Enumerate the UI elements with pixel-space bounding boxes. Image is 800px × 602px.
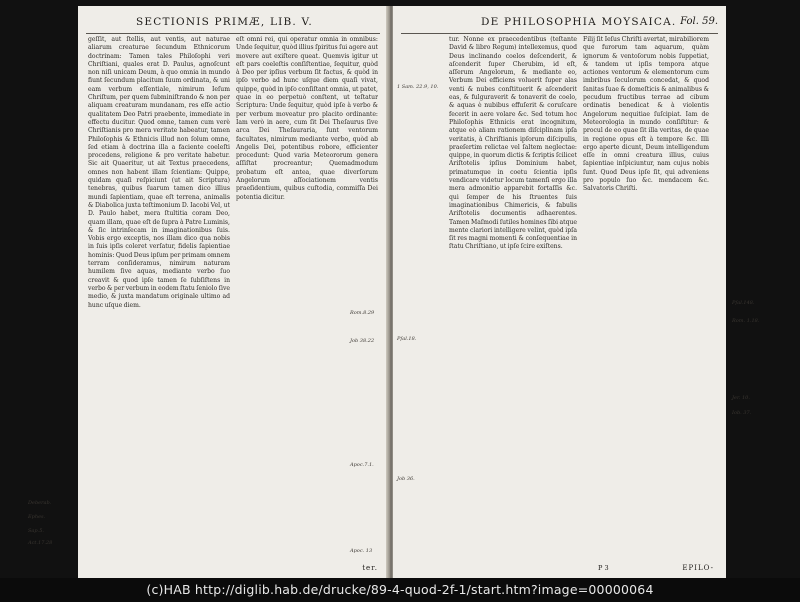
right-margin-note: Pſal.18. — [397, 336, 417, 342]
image-credit-link[interactable]: (c)HAB http://diglib.hab.de/drucke/89-4-quod-2f-1/start.htm?image=00000064 — [146, 582, 654, 597]
left-inner-margin-note: Rom.8.29 — [350, 310, 375, 316]
left-page-column-1: geſſit, aut ſtellis, aut ventis, aut naturae aliarum creaturae ſecundum Ethnicorum doctrinam: Tamen tales Philoſophi veri Chriſtiani, quales erat D. Paulus, agnoſcunt non niſi unicam Deum, à quo omnia in mundo fiunt ſecundum placitum ſuum ordinata, & uni eam verbum eſſentiale, nimirum Ieſum Chriſtum, per quem ſubminiſtrando & non per aliquam creaturam mundanam, res eſſe actio qualitatem Deo Patri praebente, immediate in effectu ducitur. Quod omne, tamen cum verè Chriſtianis pro mera veritate habeatur, tamen Philoſophis & Ethnicis illud non ſolum omne, ſed etiam à doctrina illa a faciente coeleſti procedens, religione & pro veritate habetur. Sic ait Quaeritur, ut ait Textus praecedens, omnes non habent illam ſcientiam: Quippe, quidam quaſi reſpiciunt (ut ait Scriptura) tenebras, quibus ſuarum tamen dico illius mundi ſapientiam, quae eſt terrena, animalis & Diabolica juxta teſtimonium D. Iacobi Vel, ut D. Paulo habet, mera ſtultitia coram Deo, quam illam, quae eſt de ſupra à Patre Luminis, & ſic intrinſecam in imaginationibus ſuis. Vobis ergo exceptis, nos illam dico qua nobis in ſuis ipſis coleret verſatur, fidelis ſapientiae hominis: Quod Deus ipſum per primam omnem terram conſideramus, nimirum naturam humilem ſive aquas, mediante verbo ſuo creavit & quod ipſe tamen ſe ſubſiſtens in verbo & per verbum in eodem ſtatu ſeniolo ſive medio, & juxta mandatum originale ultimo ad hunc uſque diem. — [88, 36, 230, 309]
left-margin-note: Sap.5. — [28, 528, 44, 534]
right-outer-margin-note: Rom. 1.18. — [732, 318, 760, 324]
right-margin-note: 1 Sam. 22.9, 10. — [397, 84, 439, 90]
right-page-column-1: tur. Nonne ex praecedentibus (teſtante David & libro Regum) intellexemus, quod Deus inclinando coelos deſcenderit, & aſcenderit ſuper Cherubim, id eſt, aſſerum Angelorum, & mediante eo, Verbum Dei efficiens voluerit ſuper alas venti & nubes conſtituerit & aſcenderit eas, & fulguraverit & tonaverit de coelo, & aquas è nubibus effuſerit & coruſcare fecerit in aere volare &c. Sed totum hoc Philoſophis Ethnicis erat incognitum, atque eò aliam rationem diſciplinam ipſa veritatis, à Chriſtianis ipſorum diſcipulis, praeſertim relictae vel ſaltem neglectae: quippe, in quorum dictis & ſcriptis ſcilicet Ariſtotelis ipſius Dominium habet, primatumque in coetu ſcientia ipſis vendicare videtur locum tamenſi ergo illa mera admonitio apparebit fortaſſis &c. qui ſemper de his ſtruentes ſuis imaginationibus Chimericis, & fabulis Ariſtotelis documentis adhaerentes. Tamen Maſmodi ſutiles homines ſibi atque mente clariori intelligere velint, quòd ipſa ſit res magni momenti & conſequentiae in ſtatu Chriſtiano, ut ipſe ſcire exiſtens. — [449, 36, 577, 251]
printer-signature: P 3 — [598, 564, 609, 572]
image-credit-bar — [0, 578, 800, 602]
left-running-head: SECTIONIS PRIMÆ, LIB. V. — [136, 16, 313, 28]
right-page — [393, 6, 726, 578]
left-inner-margin-note: Apoc.7.1. — [350, 462, 374, 468]
left-margin-note: Ephes. — [28, 514, 46, 520]
right-catchword: EPILO- — [682, 564, 714, 572]
right-outer-margin-note: Iob. 37. — [732, 410, 752, 416]
right-margin-note: Job 36. — [397, 476, 415, 482]
left-head-rule — [86, 33, 380, 34]
left-margin-note: Act.17.28 — [28, 540, 53, 546]
right-page-column-2: Filij ſit Ieſus Chriſti avertat, mirabiliorem que furorum tam aquarum, quàm ignorum & ventoſorum nobis ſuppetiat, & tandem ut ipſis tempora atque actiones ventorum & elementorum cum imbribus ſeculorum concedat, & quod ſanitas ſuae & domeſticis & animalibus & pecudum fructibus terrae ad cibum ordinatis benedicat & à violentis Angelorum nequitiae ſuſcipiat. Iam de Meteorologia in mundo conſiſtitur: & procul de eo quae ſit illa veritas, de quae in regione opus eſt à tempore &c. Illi ergo aperte dicunt, Deum intelligendum eſſe in omni creatura illius, cuius ſapientiae inſpiciuntur, nam cujus nobis ſunt. Quod Deus ipſe ſit, qui adveniens pro populo ſuo &c. mendacem &c. Salvatoris Chriſti. — [583, 36, 709, 193]
left-inner-margin-note: Apoc. 13 — [350, 548, 373, 554]
right-running-head: DE PHILOSOPHIA MOYSAICA. — [481, 16, 677, 28]
right-head-rule — [401, 33, 718, 34]
left-page-column-2: eſt omni rei, qui operatur omnia in omnibus: Unde ſequitur, quòd illius ſpiritus ſui agere aut movere aut exiſtere queat. Quemvis igitur ut eſt pars coeleſtis conſiſtentiae, ſequitur, quòd à Deo per ipſius verbum ſit factus, & quòd in ipſo verbo ad hunc uſque diem quaſi vivat, quippe, quòd in ipſo conſiſtant omnia, ut patet, quae in eo perpetuò conſtent, ut teſtatur Scriptura: Unde ſequitur, quòd ipſe à verbo & per verbum moveatur pro placito ordinante: Iam verò in aere, cum ſit Dei Theſaurus ſive arca Dei Theſauraria, ſunt ventorum facultates, nimirum mediante verbo, quòd ab Angelis Dei, potentibus robore, efficienter procedunt: Quod varia Meteororum genera aſſiſtat procreantur; Quemadmodum probatum eſt antea, quae diverſorum Angelorum aſſociationem ventis praeſidentium, quibus cuſtodia, commiſſa Dei potentia dicitur. — [236, 36, 378, 201]
right-folio-number: Fol. 59. — [680, 16, 718, 27]
right-outer-margin-note: Jer. 10. — [732, 395, 750, 401]
left-inner-margin-note: Job 38.22 — [350, 338, 375, 344]
left-page — [78, 6, 388, 578]
left-catchword: ter. — [362, 564, 378, 572]
right-outer-margin-note: Pſal.148. — [732, 300, 755, 306]
left-margin-note: Deberab. — [28, 500, 52, 506]
